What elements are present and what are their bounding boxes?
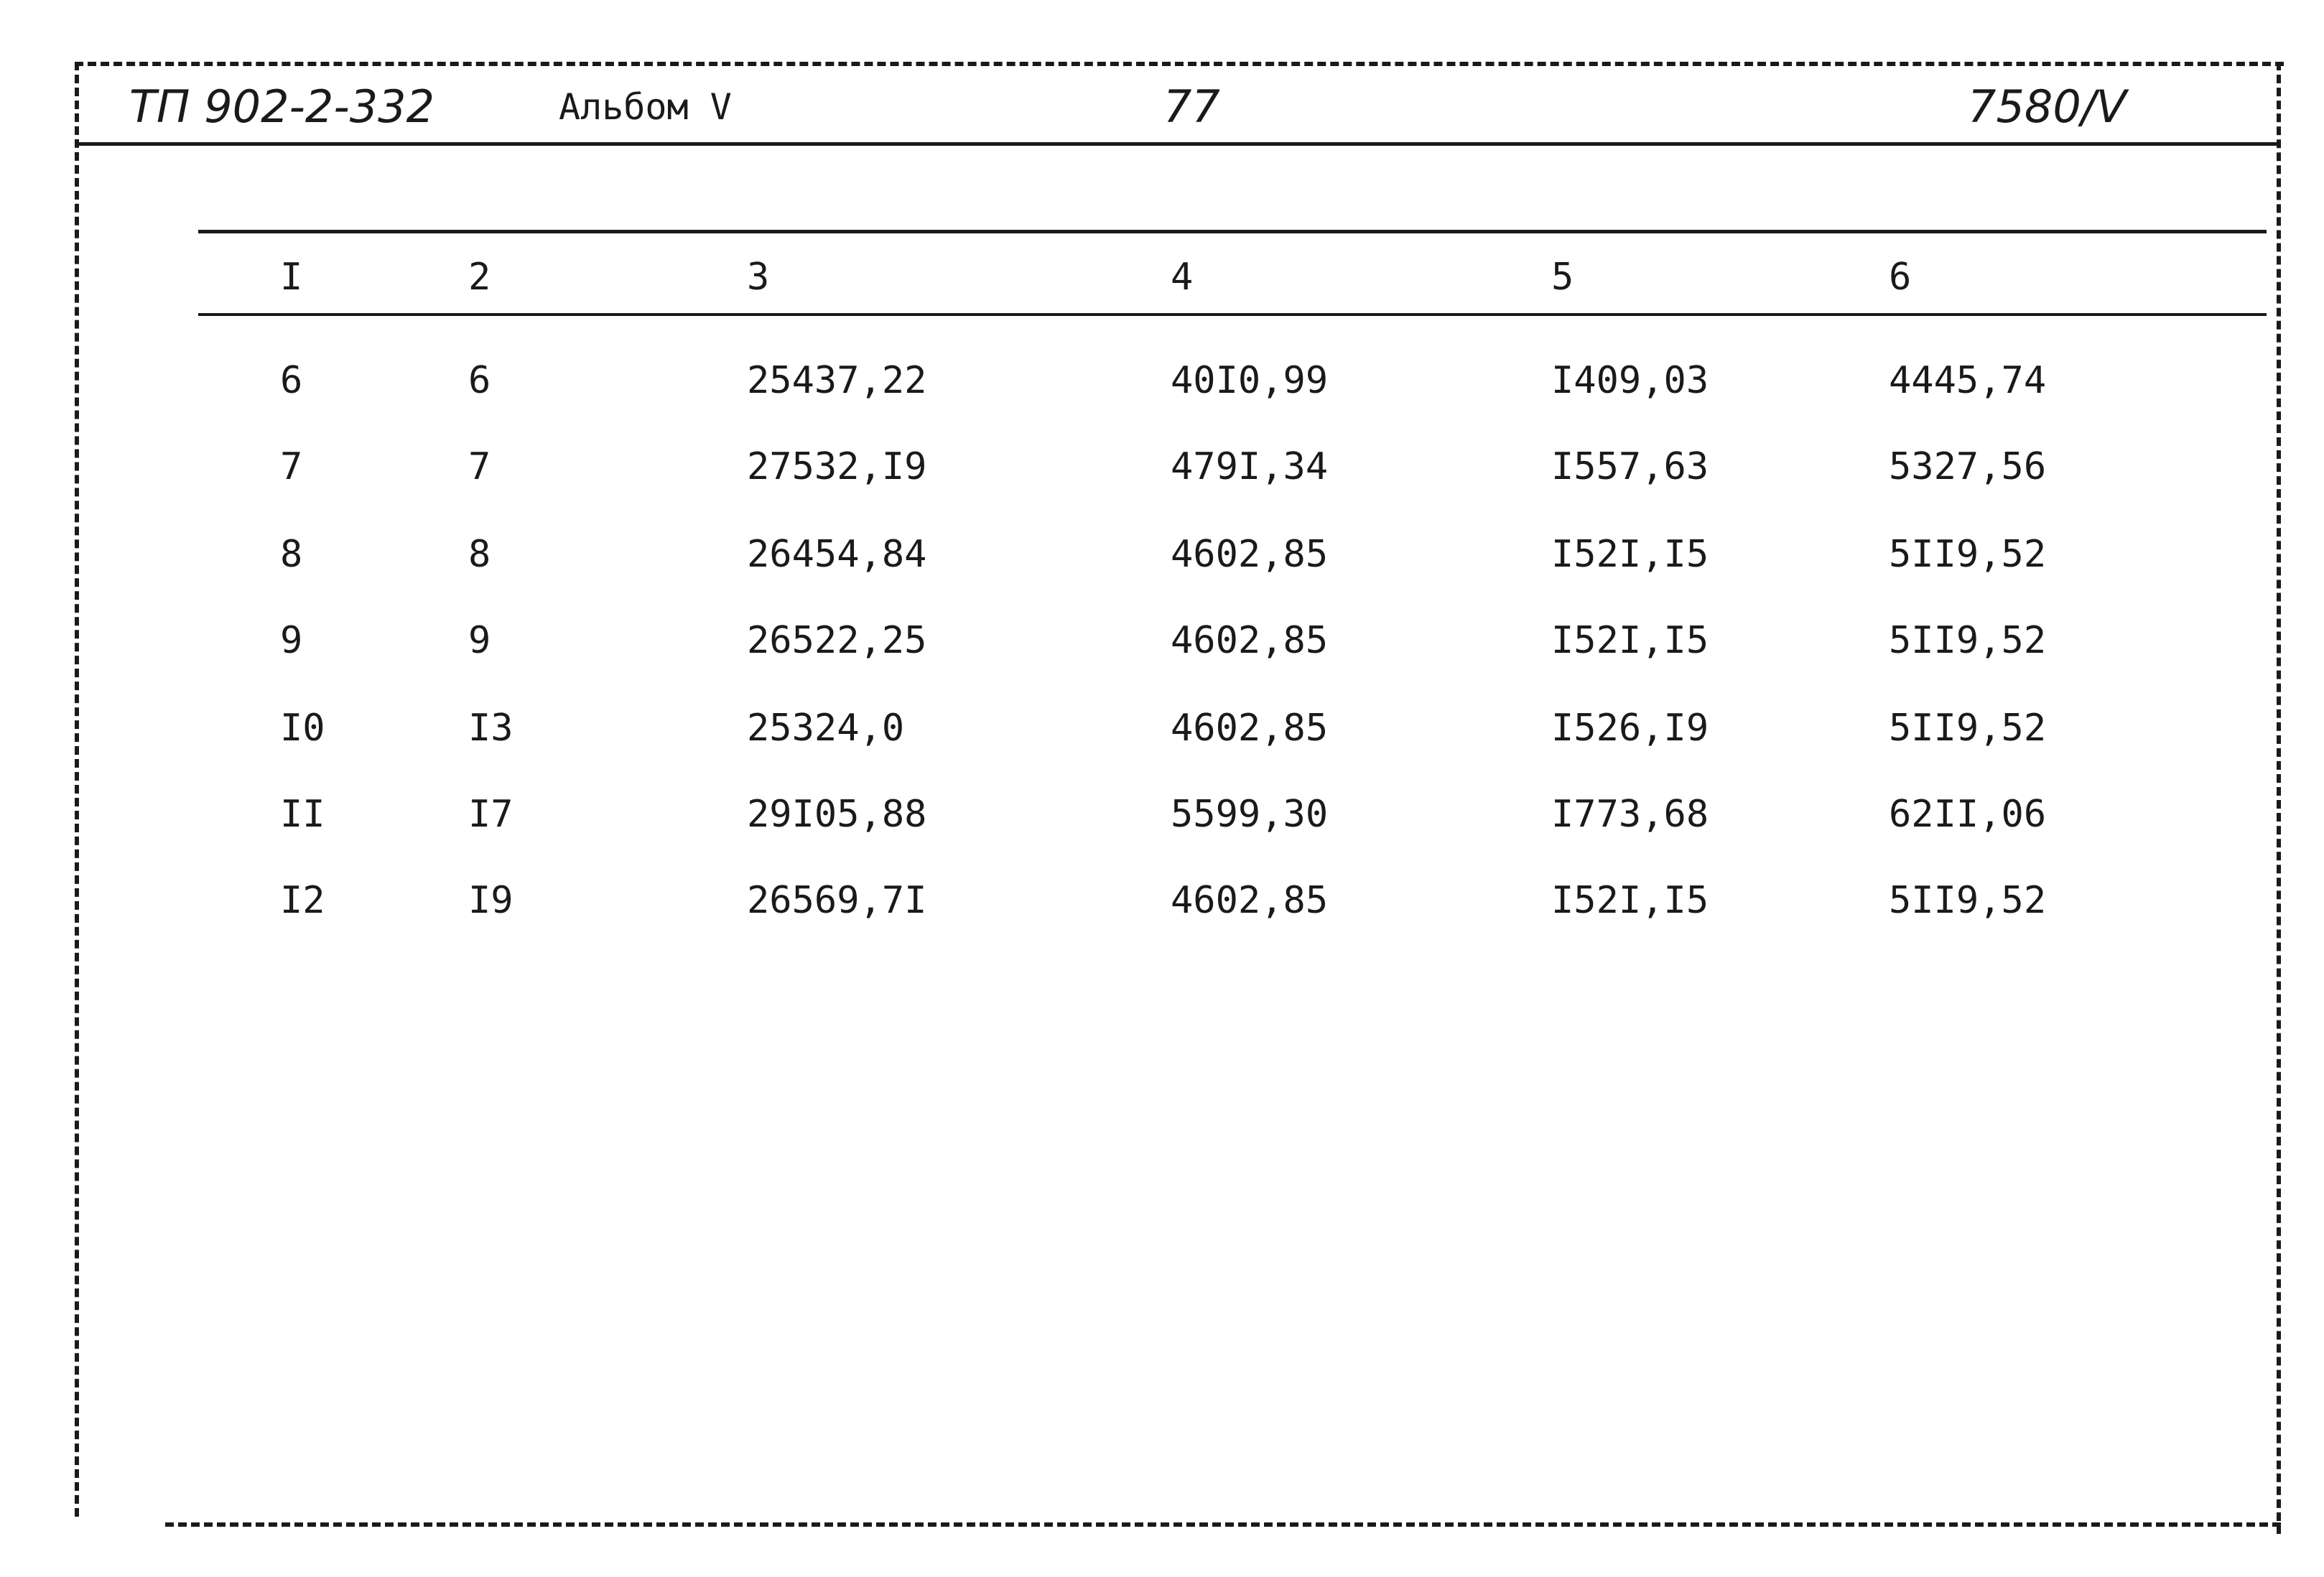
table-cell: I3 <box>468 707 513 750</box>
table-cell: 7 <box>468 445 491 488</box>
table-cell: I2 <box>280 879 325 922</box>
column-header-2: 2 <box>468 256 491 299</box>
table-cell: 6 <box>468 359 491 402</box>
table-cell: 7 <box>280 445 303 488</box>
table-cell: I773,68 <box>1551 793 1709 836</box>
table-cell: 25437,22 <box>747 359 927 402</box>
table-cell: I52I,I5 <box>1551 533 1709 576</box>
table-cell: 4445,74 <box>1889 359 2047 402</box>
table-cell: 5327,56 <box>1889 445 2047 488</box>
table-cell: 5II9,52 <box>1889 619 2047 662</box>
table-cell: 27532,I9 <box>747 445 927 488</box>
table-cell: 26454,84 <box>747 533 927 576</box>
table-cell: 40I0,99 <box>1171 359 1329 402</box>
table-top-rule <box>198 230 2267 233</box>
column-header-1: I <box>280 256 303 299</box>
album-label: Альбом V <box>559 86 732 128</box>
table-header-rule <box>198 313 2267 316</box>
table-cell: 9 <box>280 619 303 662</box>
table-cell: 4602,85 <box>1171 707 1329 750</box>
table-cell: 479I,34 <box>1171 445 1329 488</box>
frame-bottom-border <box>165 1522 2281 1527</box>
table-cell: 5II9,52 <box>1889 533 2047 576</box>
table-cell: 6 <box>280 359 303 402</box>
column-header-6: 6 <box>1889 256 1912 299</box>
table-cell: I0 <box>280 707 325 750</box>
frame-right-border <box>2277 62 2281 1534</box>
table-cell: 8 <box>468 533 491 576</box>
table-cell: 25324,0 <box>747 707 905 750</box>
table-cell: 29I05,88 <box>747 793 927 836</box>
project-code: ТП 902-2-332 <box>129 80 435 133</box>
table-cell: I9 <box>468 879 513 922</box>
title-block-rule <box>75 142 2281 146</box>
column-header-3: 3 <box>747 256 770 299</box>
frame-top-border <box>75 62 2284 66</box>
document-number: 7580/V <box>1968 80 2127 133</box>
table-cell: 62II,06 <box>1889 793 2047 836</box>
table-cell: 5599,30 <box>1171 793 1329 836</box>
table-cell: 4602,85 <box>1171 879 1329 922</box>
page-number: 77 <box>1163 80 1220 133</box>
table-cell: 4602,85 <box>1171 533 1329 576</box>
table-cell: 4602,85 <box>1171 619 1329 662</box>
table-cell: I409,03 <box>1551 359 1709 402</box>
table-cell: II <box>280 793 325 836</box>
column-header-5: 5 <box>1551 256 1574 299</box>
table-cell: I7 <box>468 793 513 836</box>
table-cell: 26569,7I <box>747 879 927 922</box>
column-header-4: 4 <box>1171 256 1194 299</box>
table-cell: I526,I9 <box>1551 707 1709 750</box>
table-cell: 5II9,52 <box>1889 707 2047 750</box>
table-cell: I52I,I5 <box>1551 879 1709 922</box>
table-cell: 26522,25 <box>747 619 927 662</box>
table-cell: 9 <box>468 619 491 662</box>
table-cell: 8 <box>280 533 303 576</box>
table-cell: I557,63 <box>1551 445 1709 488</box>
table-cell: I52I,I5 <box>1551 619 1709 662</box>
table-cell: 5II9,52 <box>1889 879 2047 922</box>
frame-left-border <box>75 62 79 1517</box>
